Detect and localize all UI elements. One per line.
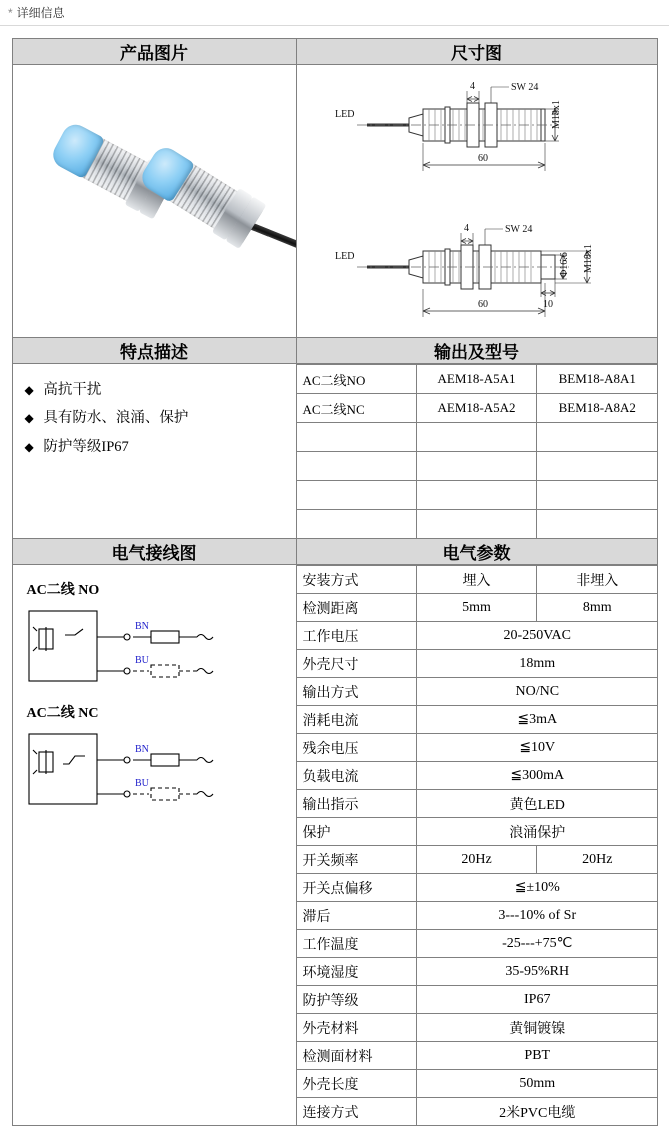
- wiring-cell: [12, 565, 296, 1126]
- table-row: [297, 1042, 658, 1070]
- table-row: [297, 902, 658, 930]
- header-product-image: 产品图片: [12, 39, 296, 65]
- table-row: [297, 930, 658, 958]
- model-type: AC二线NO: [297, 365, 417, 394]
- param-value: PBT: [417, 1042, 658, 1070]
- dim-length-bottom: 60: [477, 299, 488, 310]
- wire-label-bu: BU: [134, 778, 149, 789]
- model-code-a: [417, 510, 537, 539]
- table-row: [297, 423, 658, 452]
- param-value: 浪涌保护: [417, 818, 658, 846]
- table-row: [297, 1070, 658, 1098]
- section-header-row-1: [12, 39, 657, 65]
- model-code-b: BEM18-A8A2: [537, 394, 658, 423]
- model-table: [297, 364, 658, 538]
- diamond-icon: ◆: [24, 383, 34, 397]
- param-value: ≦±10%: [417, 874, 658, 902]
- table-row: [297, 1098, 658, 1126]
- param-label: 开关点偏移: [297, 874, 417, 902]
- param-value: 20Hz: [417, 846, 537, 874]
- list-item: [25, 433, 286, 461]
- features-models-row: [12, 364, 657, 539]
- param-label: 安装方式: [297, 566, 417, 594]
- dim-led-label-top: LED: [334, 109, 354, 120]
- feature-text: 防护等级IP67: [43, 438, 129, 455]
- param-value-2: 20Hz: [537, 846, 658, 874]
- table-row: [297, 762, 658, 790]
- param-label: 负载电流: [297, 762, 417, 790]
- dimension-svg: [297, 65, 656, 337]
- wiring-diagram-no: [21, 601, 283, 693]
- param-label: 外壳尺寸: [297, 650, 417, 678]
- dimension-drawing-cell: [296, 65, 657, 338]
- param-label: 滞后: [297, 902, 417, 930]
- dim-led-label-bottom: LED: [334, 251, 354, 262]
- param-label: 检测面材料: [297, 1042, 417, 1070]
- table-row: [297, 650, 658, 678]
- model-code-a: AEM18-A5A2: [417, 394, 537, 423]
- table-row: [297, 481, 658, 510]
- list-item: [25, 376, 286, 404]
- top-bar: [0, 0, 669, 26]
- param-value: 5mm: [417, 594, 537, 622]
- model-type: [297, 452, 417, 481]
- list-item: [25, 404, 286, 432]
- diamond-icon: ◆: [24, 439, 34, 454]
- dim-thread-bottom: M18x1: [582, 244, 594, 273]
- model-code-b: [537, 423, 658, 452]
- table-row: [297, 365, 658, 394]
- param-label: 保护: [297, 818, 417, 846]
- model-type: [297, 423, 417, 452]
- table-row: [297, 706, 658, 734]
- page-title: 详细信息: [16, 6, 65, 20]
- table-row: [297, 452, 658, 481]
- product-photo: [13, 65, 296, 337]
- header-features: 特点描述: [12, 338, 296, 364]
- parameter-table: [297, 565, 658, 1125]
- dim-small-top: 4: [469, 81, 475, 92]
- param-label: 防护等级: [297, 986, 417, 1014]
- dimension-drawing: [297, 65, 657, 337]
- table-row: [297, 394, 658, 423]
- param-label: 残余电压: [297, 734, 417, 762]
- param-value: NO/NC: [417, 678, 658, 706]
- param-label: 外壳长度: [297, 1070, 417, 1098]
- table-row: [297, 874, 658, 902]
- table-row: [297, 734, 658, 762]
- header-wiring: 电气接线图: [12, 539, 296, 565]
- model-code-b: BEM18-A8A1: [537, 365, 658, 394]
- param-label: 环境湿度: [297, 958, 417, 986]
- table-row: [297, 594, 658, 622]
- table-row: [297, 818, 658, 846]
- model-code-a: AEM18-A5A1: [417, 365, 537, 394]
- table-row: [297, 510, 658, 539]
- model-code-a: [417, 452, 537, 481]
- param-value: -25---+75℃: [417, 930, 658, 958]
- header-dimension: 尺寸图: [296, 39, 657, 65]
- table-row: [297, 1014, 658, 1042]
- section-header-row-2: [12, 338, 657, 364]
- wiring-diagrams: [13, 565, 296, 829]
- param-label: 工作电压: [297, 622, 417, 650]
- table-row: [297, 566, 658, 594]
- model-type: AC二线NC: [297, 394, 417, 423]
- parameters-cell: [296, 565, 657, 1126]
- header-parameters: 电气参数: [296, 539, 657, 565]
- feature-list: [13, 364, 296, 471]
- param-value-2: 非埋入: [537, 566, 658, 594]
- dim-sw-label-bottom: SW 24: [504, 224, 532, 235]
- models-cell: [296, 364, 657, 539]
- dim-diameter-bottom: Φ16.6: [558, 252, 570, 277]
- wiring-parameters-row: [12, 565, 657, 1126]
- feature-text: 高抗干扰: [43, 382, 102, 398]
- wiring-diagram-nc: [21, 724, 283, 816]
- dim-small-bottom: 4: [463, 223, 469, 234]
- wiring-title-no: AC二线 NO: [26, 583, 100, 598]
- table-row: [297, 846, 658, 874]
- table-row: [297, 958, 658, 986]
- param-label: 检测距离: [297, 594, 417, 622]
- image-row: [12, 65, 657, 338]
- dim-offset-bottom: 10: [542, 299, 553, 310]
- param-label: 连接方式: [297, 1098, 417, 1126]
- feature-text: 具有防水、浪涌、保护: [43, 410, 189, 427]
- param-value: ≦300mA: [417, 762, 658, 790]
- param-label: 工作温度: [297, 930, 417, 958]
- param-label: 外壳材料: [297, 1014, 417, 1042]
- spec-table: [12, 38, 658, 1126]
- wire-label-bu: BU: [134, 655, 149, 666]
- param-value: 50mm: [417, 1070, 658, 1098]
- table-row: [297, 622, 658, 650]
- model-code-a: [417, 481, 537, 510]
- model-type: [297, 510, 417, 539]
- model-type: [297, 481, 417, 510]
- wiring-title-nc: AC二线 NC: [26, 706, 99, 721]
- dim-length-top: 60: [477, 153, 488, 164]
- table-row: [297, 986, 658, 1014]
- param-value: 2米PVC电缆: [417, 1098, 658, 1126]
- param-label: 开关频率: [297, 846, 417, 874]
- features-cell: [12, 364, 296, 539]
- model-code-a: [417, 423, 537, 452]
- param-value: 35-95%RH: [417, 958, 658, 986]
- dim-thread-top: M18x1: [550, 100, 562, 129]
- param-value-2: 8mm: [537, 594, 658, 622]
- param-value: ≦10V: [417, 734, 658, 762]
- param-value: 20-250VAC: [417, 622, 658, 650]
- asterisk-icon: *: [8, 5, 13, 20]
- sensor-cable: [246, 221, 295, 275]
- dim-sw-label-top: SW 24: [510, 82, 538, 93]
- model-code-b: [537, 481, 658, 510]
- param-value: 埋入: [417, 566, 537, 594]
- model-code-b: [537, 452, 658, 481]
- param-label: 输出指示: [297, 790, 417, 818]
- section-header-row-3: [12, 539, 657, 565]
- param-value: 3---10% of Sr: [417, 902, 658, 930]
- param-label: 消耗电流: [297, 706, 417, 734]
- wire-label-bn: BN: [134, 621, 149, 632]
- param-label: 输出方式: [297, 678, 417, 706]
- param-value: ≦3mA: [417, 706, 658, 734]
- param-value: 黄色LED: [417, 790, 658, 818]
- param-value: 18mm: [417, 650, 658, 678]
- product-image-cell: [12, 65, 296, 338]
- diamond-icon: ◆: [24, 411, 34, 426]
- table-row: [297, 678, 658, 706]
- param-value: 黄铜镀镍: [417, 1014, 658, 1042]
- table-row: [297, 790, 658, 818]
- param-value: IP67: [417, 986, 658, 1014]
- wire-label-bn: BN: [134, 744, 149, 755]
- model-code-b: [537, 510, 658, 539]
- header-output-models: 输出及型号: [296, 338, 657, 364]
